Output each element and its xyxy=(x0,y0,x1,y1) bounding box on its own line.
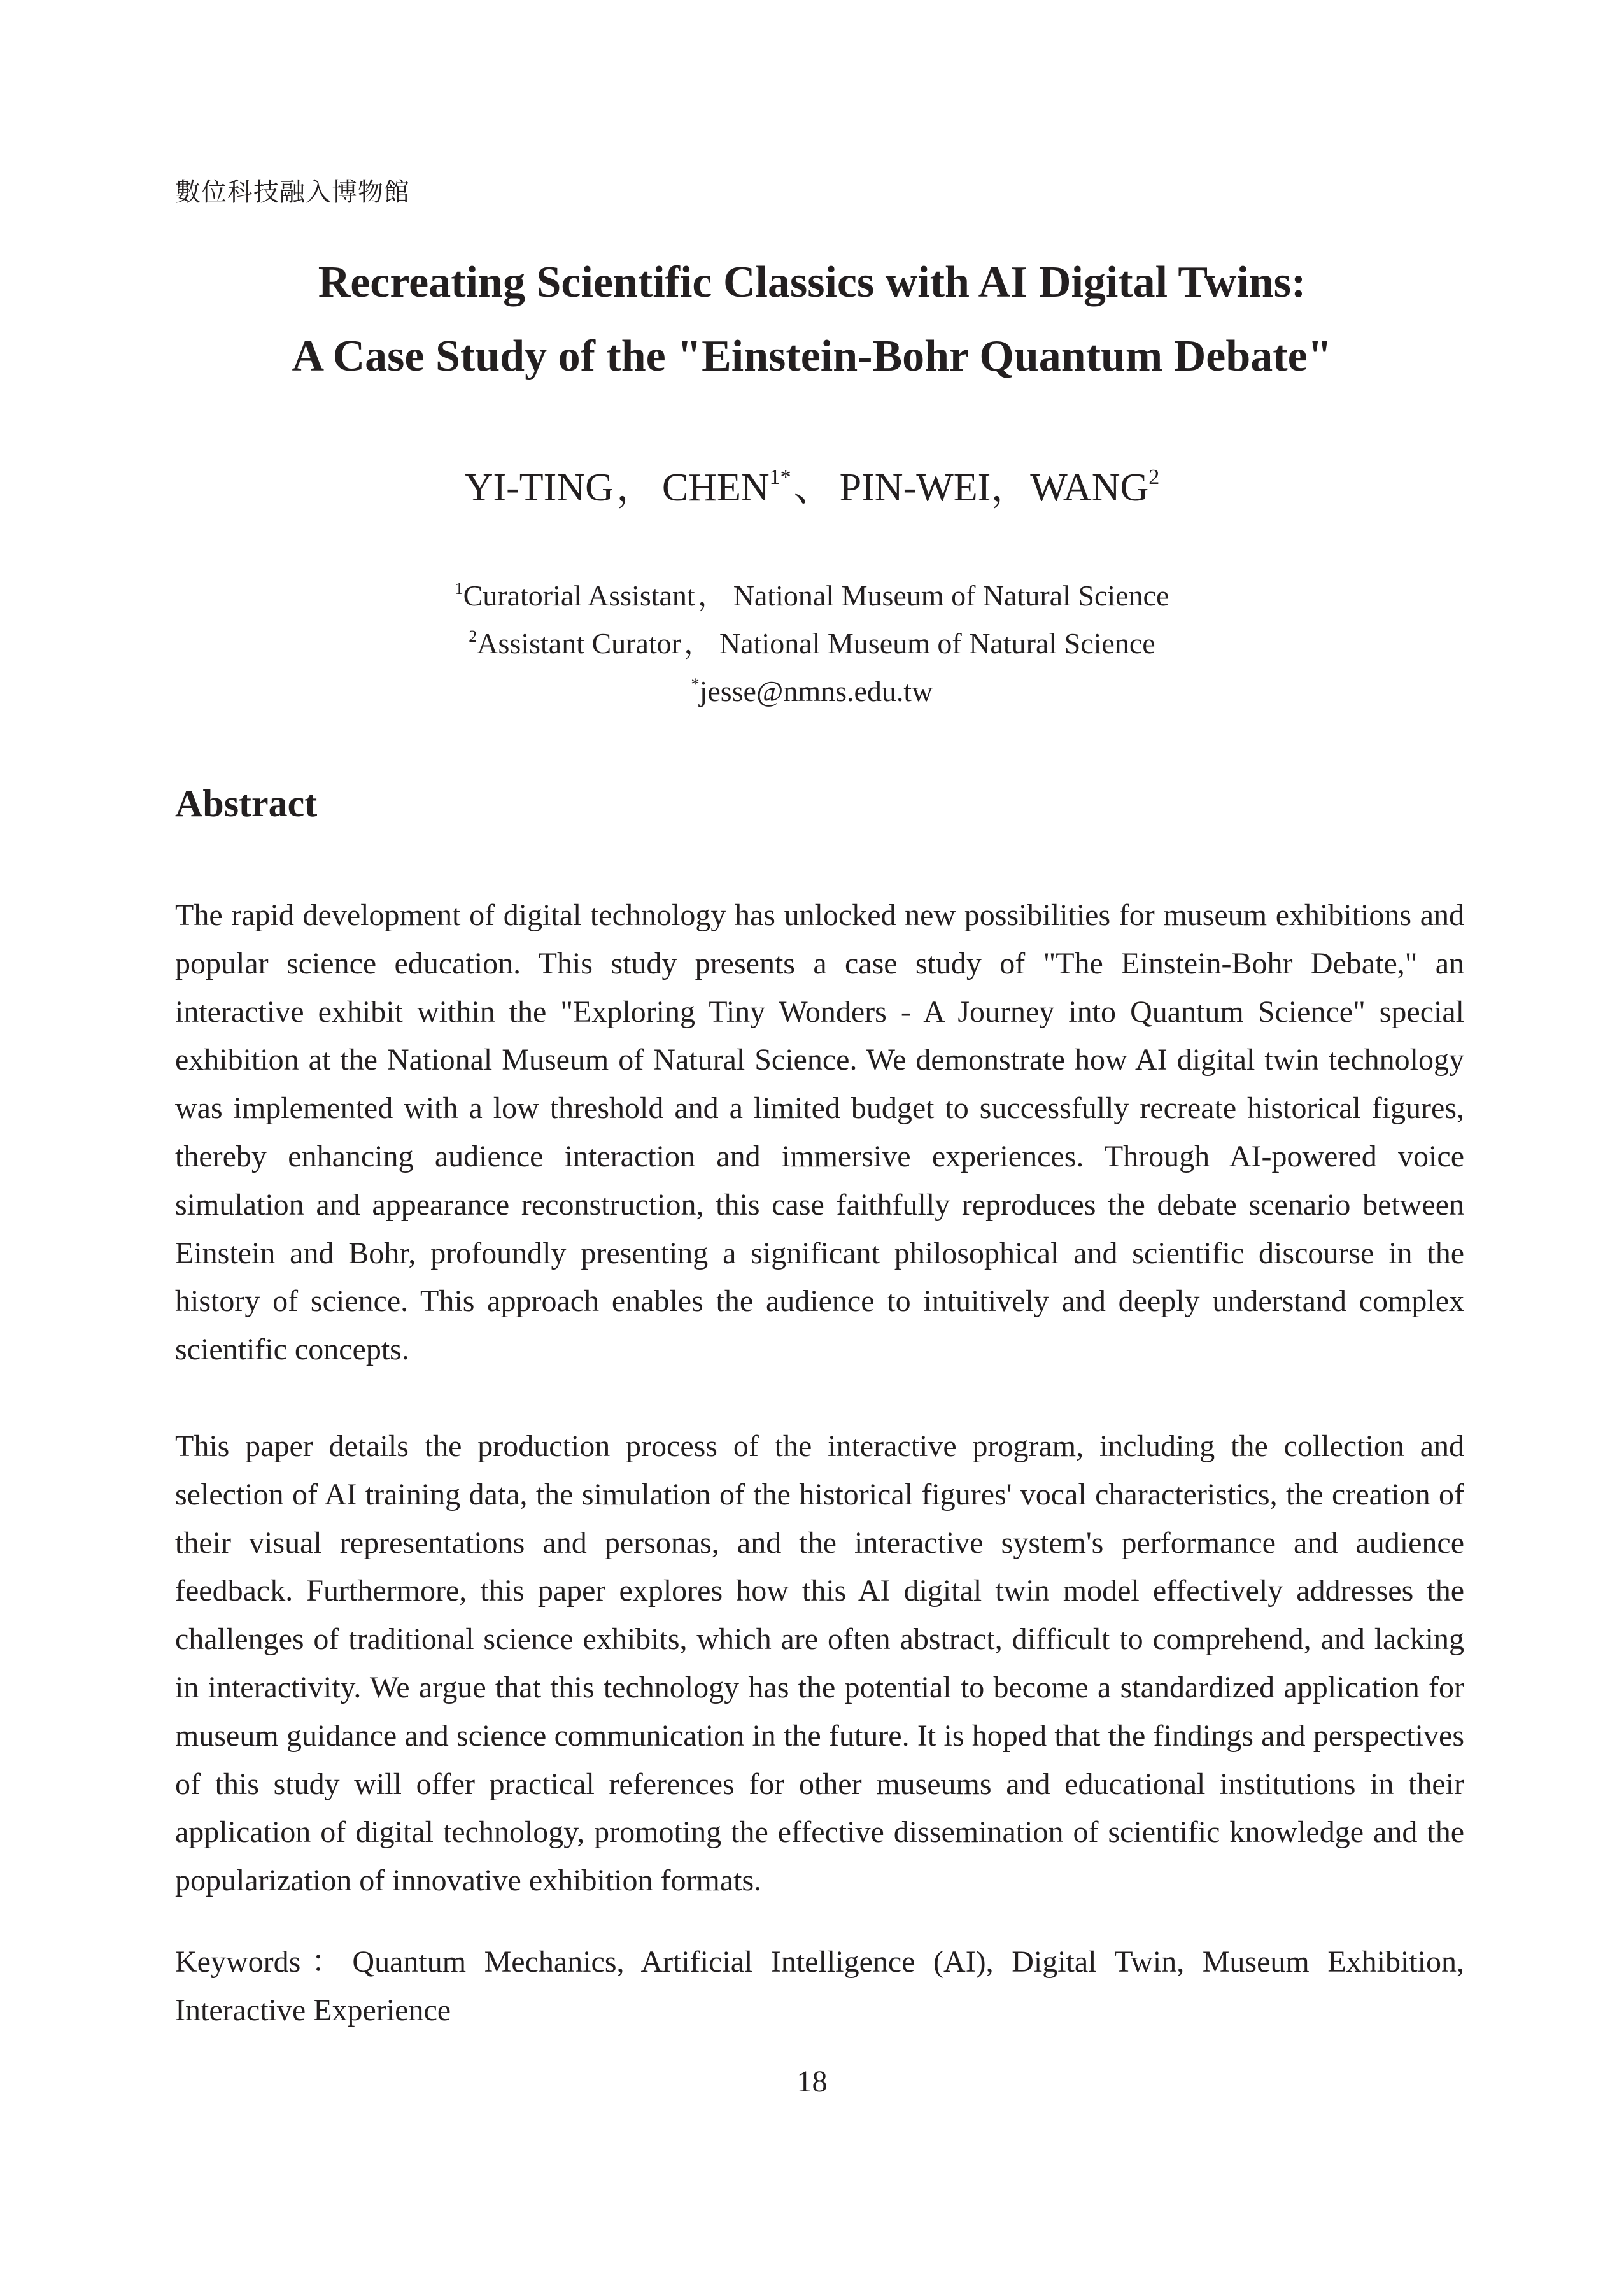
affiliation-2-marker: 2 xyxy=(469,627,477,646)
author-1-name-separator: ， xyxy=(616,466,656,509)
author-2-given-name: PIN-WEI xyxy=(839,466,991,509)
title-line-2: A Case Study of the "Einstein-Bohr Quantum Debate" xyxy=(292,332,1332,381)
author-1-family-name: CHEN xyxy=(661,466,770,509)
affiliation-1-separator: ， xyxy=(697,579,727,612)
affiliation-1-marker: 1 xyxy=(455,579,463,598)
author-2-affiliation-marker: 2 xyxy=(1148,465,1160,489)
affiliation-2 xyxy=(0,619,1624,667)
corresponding-marker: * xyxy=(691,675,700,693)
keywords xyxy=(175,1938,1464,2035)
author-1-given-name: YI-TING xyxy=(464,466,614,509)
abstract-paragraph-2: This paper details the production process of the interactive program, including the collection and selection of AI training data, the simulation of the historical figures' vocal characteristics, the creation of their visual representations and personas, and the interactive system's performance and audience feedback. Furthermore, this paper explores how this AI digital twin model effectively addresses the challenges of traditional science exhibits, which are often abstract, difficult to comprehend, and lacking in interactivity. We argue that this technology has the potential to become a standardized application for museum guidance and science communication in the future. It is hoped that the findings and perspectives of this study will offer practical references for other museums and educational institutions in their application of digital technology, promoting the effective dissemination of scientific knowledge and the popularization of innovative exhibition formats. xyxy=(175,1429,1464,1898)
author-2-family-name: WANG xyxy=(1030,466,1149,509)
author-2 xyxy=(840,466,1160,509)
author-1 xyxy=(465,466,791,509)
affiliations xyxy=(0,572,1624,715)
keywords-list: Quantum Mechanics, Artificial Intelligence (AI), Digital Twin, Museum Exhibition, Interactive Experience xyxy=(175,1945,1464,2027)
abstract-heading: Abstract xyxy=(175,782,318,824)
affiliation-1-role: Curatorial Assistant xyxy=(463,579,695,612)
paper-title xyxy=(0,246,1624,393)
abstract-paragraph-1: The rapid development of digital technology has unlocked new possibilities for museum exhibitions and popular science education. This study presents a case study of "The Einstein-Bohr Debate," an interactive exhibit within the "Exploring Tiny Wonders - A Journey into Quantum Science" special exhibition at the National Museum of Natural Science. We demonstrate how AI digital twin technology was implemented with a low threshold and a limited budget to successfully recreate historical figures, thereby enhancing audience interaction and immersive experiences. Through AI-powered voice simulation and appearance reconstruction, this case faithfully reproduces the debate scenario between Einstein and Bohr, profoundly presenting a significant philosophical and scientific discourse in the history of science. This approach enables the audience to intuitively and deeply understand complex scientific concepts. xyxy=(175,898,1464,1367)
affiliation-2-role: Assistant Curator xyxy=(477,627,681,660)
affiliation-2-separator: ， xyxy=(684,627,713,660)
title-line-1: Recreating Scientific Classics with AI Digital Twins: xyxy=(318,258,1306,307)
affiliation-2-institution: National Museum of Natural Science xyxy=(719,627,1155,660)
author-2-name-separator: ， xyxy=(991,466,1031,509)
running-header: 數位科技融入博物館 xyxy=(175,178,410,207)
affiliation-1 xyxy=(0,572,1624,619)
author-list xyxy=(0,462,1624,513)
page-number: 18 xyxy=(796,2065,828,2098)
keywords-label: Keywords： xyxy=(175,1945,353,1979)
contact-email[interactable]: jesse@nmns.edu.tw xyxy=(699,675,933,707)
author-separator: 、 xyxy=(793,466,833,509)
author-1-affiliation-marker: 1* xyxy=(769,465,791,489)
corresponding-contact xyxy=(0,667,1624,715)
affiliation-1-institution: National Museum of Natural Science xyxy=(733,579,1169,612)
